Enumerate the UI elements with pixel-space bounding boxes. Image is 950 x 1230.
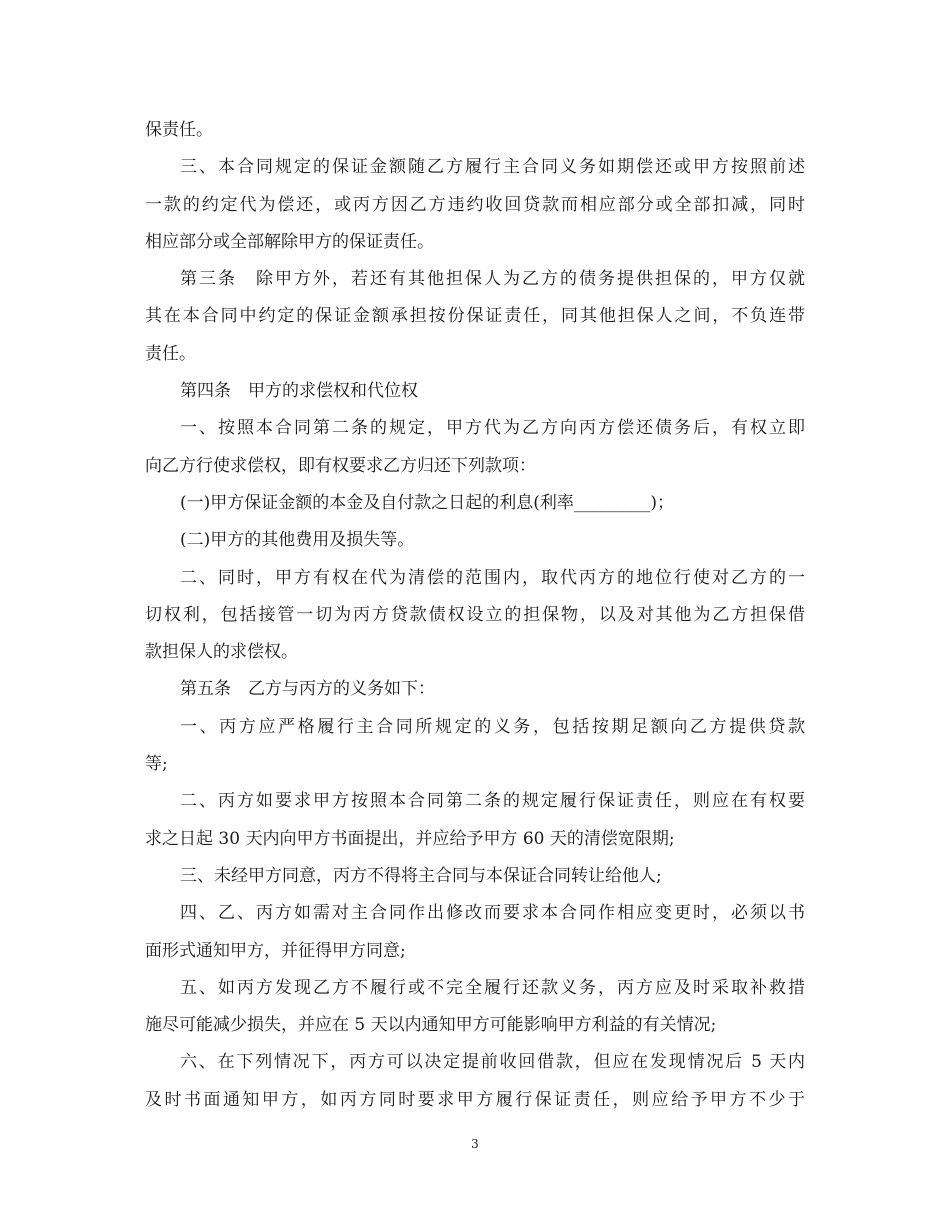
text-line: (二)甲方的其他费用及损失等。 [180,530,415,551]
text-line: 相应部分或全部解除甲方的保证责任。 [145,231,434,252]
text-line: 二、同时，甲方有权在代为清偿的范围内，取代丙方的地位行使对乙方的一 [180,567,805,588]
text-line: 一、按照本合同第二条的规定，甲方代为乙方向丙方偿还债务后，有权立即 [180,418,805,439]
text-line: 施尽可能减少损失，并应在 5 天以内通知甲方可能影响甲方利益的有关情况; [145,1015,717,1036]
text-line: 责任。 [145,343,196,364]
text-line: (一)甲方保证金额的本金及自付款之日起的利息(利率_________)； [180,492,675,513]
text-line: 求之日起 30 天内向甲方书面提出，并应给予甲方 60 天的清偿宽限期; [145,828,675,849]
text-line: 三、未经甲方同意，丙方不得将主合同与本保证合同转让给他人; [180,865,662,886]
text-line: 向乙方行使求偿权，即有权要求乙方归还下列款项： [145,455,536,476]
section-heading: 第四条 甲方的求偿权和代位权 [180,381,418,402]
text-line: 保责任。 [145,120,213,140]
text-line: 款担保人的求偿权。 [145,642,298,663]
text-line: 五、如丙方发现乙方不履行或不完全履行还款义务，丙方应及时采取补救措 [180,977,805,998]
text-line: 三、本合同规定的保证金额随乙方履行主合同义务如期偿还或甲方按照前述 [180,157,805,178]
text-line: 面形式通知甲方，并征得甲方同意; [145,940,406,961]
text-line: 二、丙方如要求甲方按照本合同第二条的规定履行保证责任，则应在有权要 [180,791,805,812]
text-line: 四、乙、丙方如需对主合同作出修改而要求本合同作相应变更时，必须以书 [180,903,805,924]
text-line: 第三条 除甲方外，若还有其他担保人为乙方的债务提供担保的，甲方仅就 [180,269,805,290]
section-heading: 第五条 乙方与丙方的义务如下： [180,679,435,700]
text-line: 等; [145,754,168,775]
text-line: 其在本合同中约定的保证金额承担按份保证责任，同其他担保人之间，不负连带 [145,306,805,327]
document-body [145,112,805,1119]
text-line: 切权利，包括接管一切为丙方贷款债权设立的担保物，以及对其他为乙方担保借 [145,604,805,625]
text-line: 一、丙方应严格履行主合同所规定的义务，包括按期足额向乙方提供贷款 [180,716,805,737]
page-number: 3 [471,1137,479,1151]
text-line: 一款的约定代为偿还，或丙方因乙方违约收回贷款而相应部分或全部扣减，同时 [145,194,805,215]
text-line: 及时书面通知甲方，如丙方同时要求甲方履行保证责任，则应给予甲方不少于 [145,1089,805,1110]
text-line: 六、在下列情况下，丙方可以决定提前收回借款，但应在发现情况后 5 天内 [180,1052,805,1073]
